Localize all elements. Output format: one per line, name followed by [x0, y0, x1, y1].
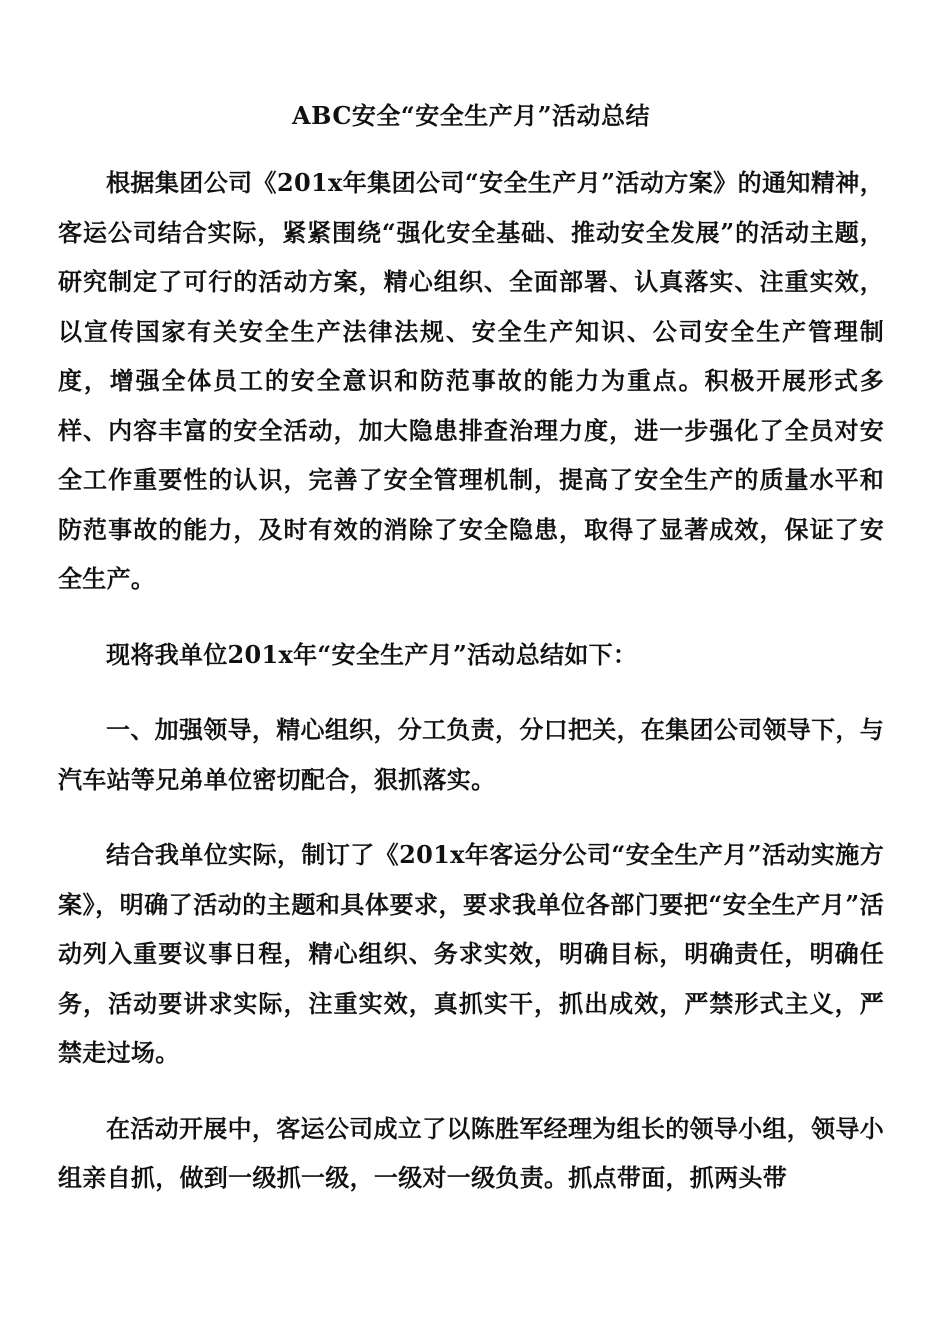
document-page — [58, 96, 884, 1229]
paragraph-intro: 根据集团公司《201x年集团公司“安全生产月”活动方案》的通知精神，客运公司结合实际，紧紧围绕“强化安全基础、推动安全发展”的活动主题，研究制定了可行的活动方案，精心组织、全面部署、认真落实、注重实效，以宣传国家有关安全生产法律法规、安全生产知识、公司安全生产管理制度，增强全体员工的安全意识和防范事故的能力为重点。积极开展形式多样、内容丰富的安全活动，加大隐患排查治理力度，进一步强化了全员对安全工作重要性的认识，完善了安全管理机制，提高了安全生产的质量水平和防范事故的能力，及时有效的消除了安全隐患，取得了显著成效，保证了安全生产。 — [58, 168, 884, 593]
document-title: ABC安全“安全生产月”活动总结 — [291, 101, 651, 130]
paragraph-section-one: 一、加强领导，精心组织，分工负责，分口把关，在集团公司领导下，与汽车站等兄弟单位密切配合，狠抓落实。 — [58, 715, 884, 794]
paragraph-implementation-plan: 结合我单位实际，制订了《201x年客运分公司“安全生产月”活动实施方案》，明确了活动的主题和具体要求，要求我单位各部门要把“安全生产月”活动列入重要议事日程，精心组织、务求实效，明确目标，明确责任，明确任务，活动要讲求实际，注重实效，真抓实干，抓出成效，严禁形式主义，严禁走过场。 — [58, 840, 884, 1067]
paragraph-leadership-group: 在活动开展中，客运公司成立了以陈胜军经理为组长的领导小组，领导小组亲自抓，做到一级抓一级，一级对一级负责。抓点带面，抓两头带 — [58, 1113, 884, 1192]
paragraph-summary-lead: 现将我单位201x年“安全生产月”活动总结如下： — [106, 639, 638, 669]
